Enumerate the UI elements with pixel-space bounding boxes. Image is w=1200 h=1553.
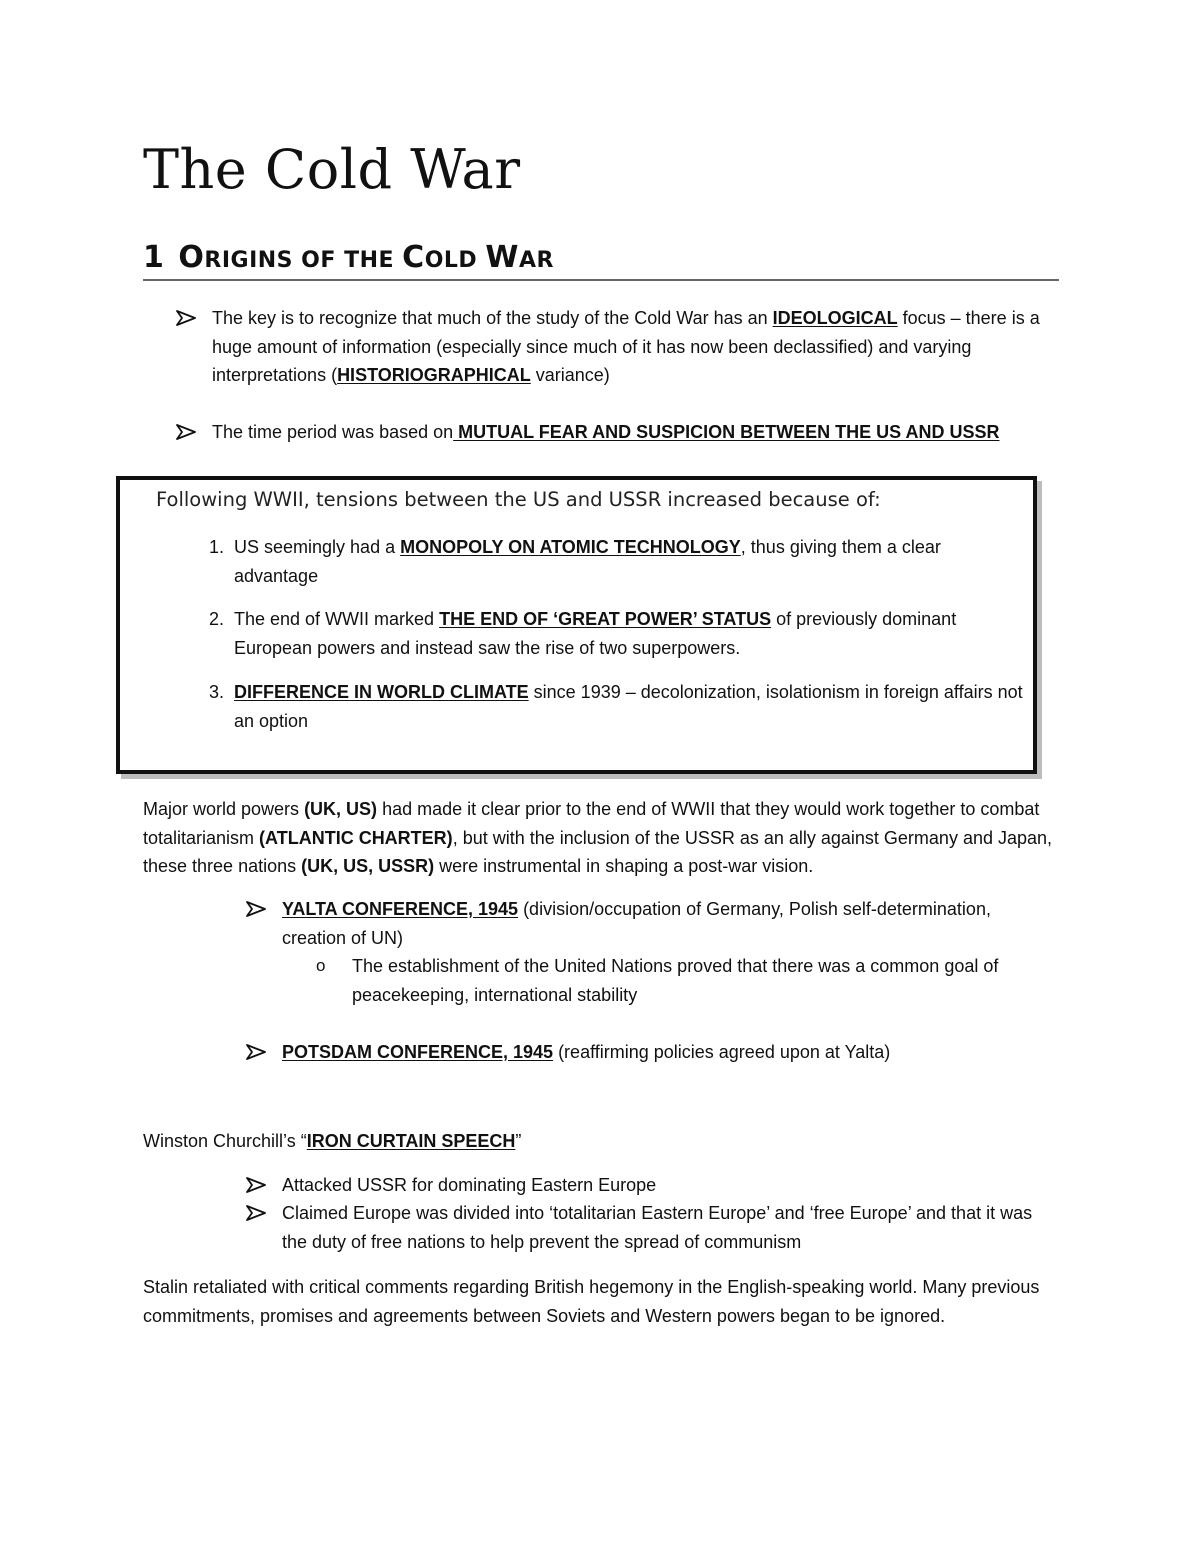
arrow-bullet-icon [246, 1038, 282, 1069]
churchill-bullet: Attacked USSR for dominating Eastern Europe [246, 1171, 1056, 1202]
tensions-box-lead: Following WWII, tensions between the US and USSR increased because of: [156, 488, 881, 511]
churchill-heading: Winston Churchill’s “IRON CURTAIN SPEECH” [143, 1131, 522, 1151]
yalta-sub-point: o The establishment of the United Nations proved that there was a common goal of peacekeeping, international stability [316, 952, 1056, 1009]
potsdam-conference: POTSDAM CONFERENCE, 1945 [282, 1042, 554, 1062]
churchill-bullet: Claimed Europe was divided into ‘totalitarian Eastern Europe’ and ‘free Europe’ and that it was the duty of free nations to help prevent the spread of communism [246, 1199, 1056, 1256]
mutual-fear-term: MUTUAL FEAR AND SUSPICION BETWEEN THE US AND USSR [453, 422, 1000, 442]
stalin-paragraph: Stalin retaliated with critical comments regarding British hegemony in the English-speaking world. Many previous commitments, promises and agreements between Soviets and Western powers began to be ignored. [143, 1277, 1040, 1326]
arrow-bullet-icon [246, 1199, 282, 1256]
tension-item: 3. DIFFERENCE IN WORLD CLIMATE since 1939 – decolonization, isolationism in foreign affairs not an option [208, 682, 1023, 731]
conference-bullet: YALTA CONFERENCE, 1945 (division/occupation of Germany, Polish self-determination, creation of UN) [246, 895, 1056, 952]
arrow-bullet-icon [246, 895, 282, 952]
section-heading: 1 ORIGINS OF THE COLD WAR [143, 240, 1059, 281]
ideological-term: IDEOLOGICAL [772, 308, 898, 328]
conference-bullet: POTSDAM CONFERENCE, 1945 (reaffirming policies agreed upon at Yalta) [246, 1038, 1056, 1069]
arrow-bullet-icon [176, 304, 212, 390]
document-title: The Cold War [143, 138, 521, 201]
yalta-conference: YALTA CONFERENCE, 1945 [282, 899, 519, 919]
allied-powers-paragraph: Major world powers (UK, US) had made it clear prior to the end of WWII that they would work together to combat totalitarianism (ATLANTIC CHARTER), but with the inclusion of the USSR as an ally against Germany and Japan, these three nations (UK, US, USSR) were instrumental in shaping a post-war vision. [143, 799, 1053, 876]
tension-item: 2. The end of WWII marked THE END OF ‘GREAT POWER’ STATUS of previously dominant European powers and instead saw the rise of two superpowers. [208, 609, 957, 658]
historiographical-term: HISTORIOGRAPHICAL [337, 365, 531, 385]
tension-item: 1. US seemingly had a MONOPOLY ON ATOMIC TECHNOLOGY, thus giving them a clear advantage [208, 537, 941, 586]
intro-bullet: The time period was based on MUTUAL FEAR AND SUSPICION BETWEEN THE US AND USSR [176, 418, 1056, 449]
circle-bullet-icon: o [316, 956, 326, 975]
arrow-bullet-icon [246, 1171, 282, 1202]
section-number: 1 [143, 240, 165, 275]
arrow-bullet-icon [176, 418, 212, 449]
intro-bullet: The key is to recognize that much of the study of the Cold War has an IDEOLOGICAL focus – there is a huge amount of information (especially since much of it has now been declassified) and varying interpretations (HISTORIOGRAPHICAL variance) [176, 304, 1056, 390]
